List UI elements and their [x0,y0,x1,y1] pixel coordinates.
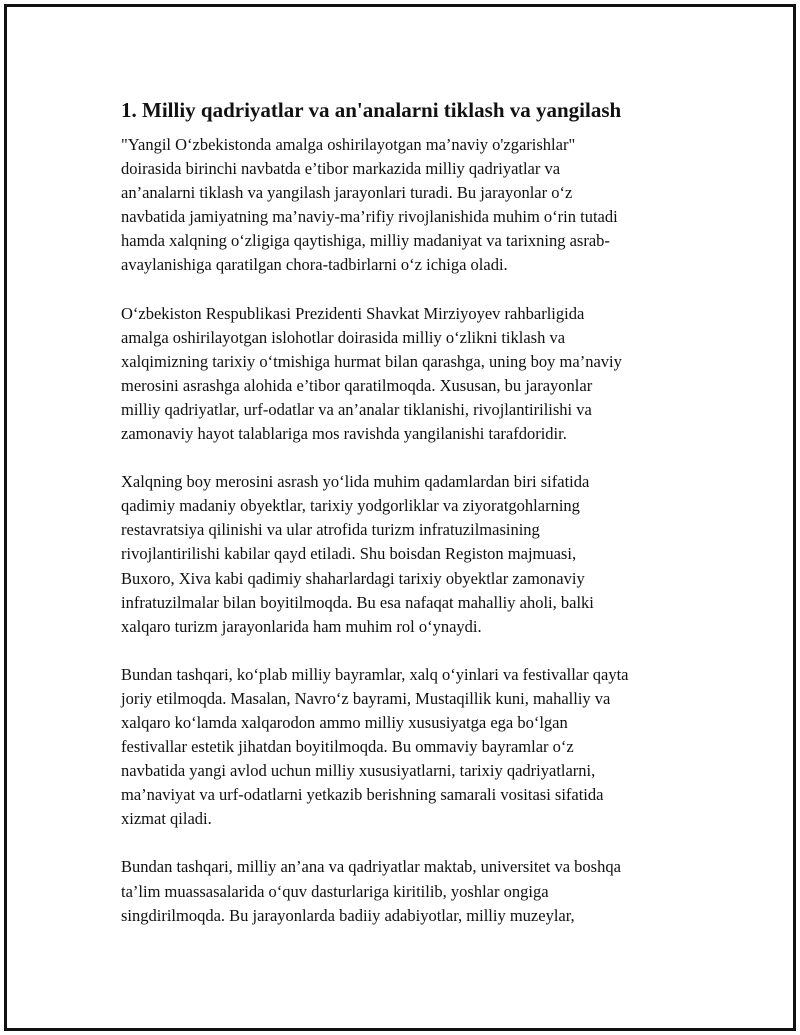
text-line: qadimiy madaniy obyektlar, tarixiy yodgorliklar va ziyoratgohlarning [121,496,580,516]
text-line: hamda xalqning o‘zligiga qaytishiga, milliy madaniyat va tarixning asrab- [121,231,610,251]
text-line: rivojlantirilishi kabilar qayd etiladi. Shu boisdan Registon majmuasi, [121,544,577,564]
text-line: zamonaviy hayot talablariga mos ravishda yangilanishi tarafdoridir. [121,424,567,444]
text-line: Bundan tashqari, ko‘plab milliy bayramlar, xalq o‘yinlari va festivallar qayta [121,664,629,684]
paragraph-2 [121,302,701,447]
paragraph-4 [121,663,701,832]
text-line: navbatida jamiyatning ma’naviy-ma’rifiy rivojlanishida muhim o‘rin tutadi [121,207,618,227]
text-line: O‘zbekiston Respublikasi Prezidenti Shavkat Mirziyoyev rahbarligida [121,303,585,323]
text-line: infratuzilmalar bilan boyitilmoqda. Bu esa nafaqat mahalliy aholi, balki [121,592,594,612]
text-line: navbatida yangi avlod uchun milliy xususiyatlarni, tarixiy qadriyatlarni, [121,761,596,781]
paragraph-3 [121,470,701,639]
text-line: merosini asrashga alohida e’tibor qaratilmoqda. Xususan, bu jarayonlar [121,375,593,395]
text-line: xalqaro turizm jarayonlarida ham muhim rol o‘ynaydi. [121,616,482,636]
text-line: singdirilmoqda. Bu jarayonlarda badiiy adabiyotlar, milliy muzeylar, [121,905,575,925]
text-line: xalqaro ko‘lamda xalqarodon ammo milliy xususiyatga ega bo‘lgan [121,712,568,732]
text-line: "Yangil O‘zbekistonda amalga oshirilayotgan ma’naviy o'zgarishlar" [121,135,576,154]
text-line: xizmat qiladi. [121,809,212,829]
text-line: joriy etilmoqda. Masalan, Navro‘z bayrami, Mustaqillik kuni, mahalliy va [121,688,611,708]
text-line: ma’naviyat va urf-odatlarni yetkazib berishning samarali vositasi sifatida [121,785,604,805]
paragraph-5 [121,855,701,927]
text-line: amalga oshirilayotgan islohotlar doirasida milliy o‘zlikni tiklash va [121,327,566,347]
text-line: milliy qadriyatlar, urf-odatlar va an’analar tiklanishi, rivojlantirilishi va [121,399,592,419]
text-line: restavratsiya qilinishi va ular atrofida turizm infratuzilmasining [121,520,540,540]
text-line: Bundan tashqari, milliy an’ana va qadriyatlar maktab, universitet va boshqa [121,857,621,877]
page-frame [4,4,796,1031]
text-line: xalqimizning tarixiy o‘tmishiga hurmat bilan qarashga, uning boy ma’naviy [121,351,622,371]
section-heading: 1. Milliy qadriyatlar va an'analarni tiklash va yangilash [121,98,622,122]
paragraph-1 [121,133,701,278]
text-line: Xalqning boy merosini asrash yo‘lida muhim qadamlardan biri sifatida [121,472,590,492]
document-body [121,97,701,952]
text-line: doirasida birinchi navbatda e’tibor markazida milliy qadriyatlar va [121,159,561,179]
text-line: an’analarni tiklash va yangilash jarayonlari turadi. Bu jarayonlar o‘z [121,183,573,203]
text-line: Buxoro, Xiva kabi qadimiy shaharlardagi tarixiy obyektlar zamonaviy [121,568,585,588]
text-line: ta’lim muassasalarida o‘quv dasturlariga kiritilib, yoshlar ongiga [121,881,549,901]
text-line: avaylanishiga qaratilgan chora-tadbirlarni o‘z ichiga oladi. [121,255,508,275]
text-line: festivallar estetik jihatdan boyitilmoqda. Bu ommaviy bayramlar o‘z [121,737,574,757]
